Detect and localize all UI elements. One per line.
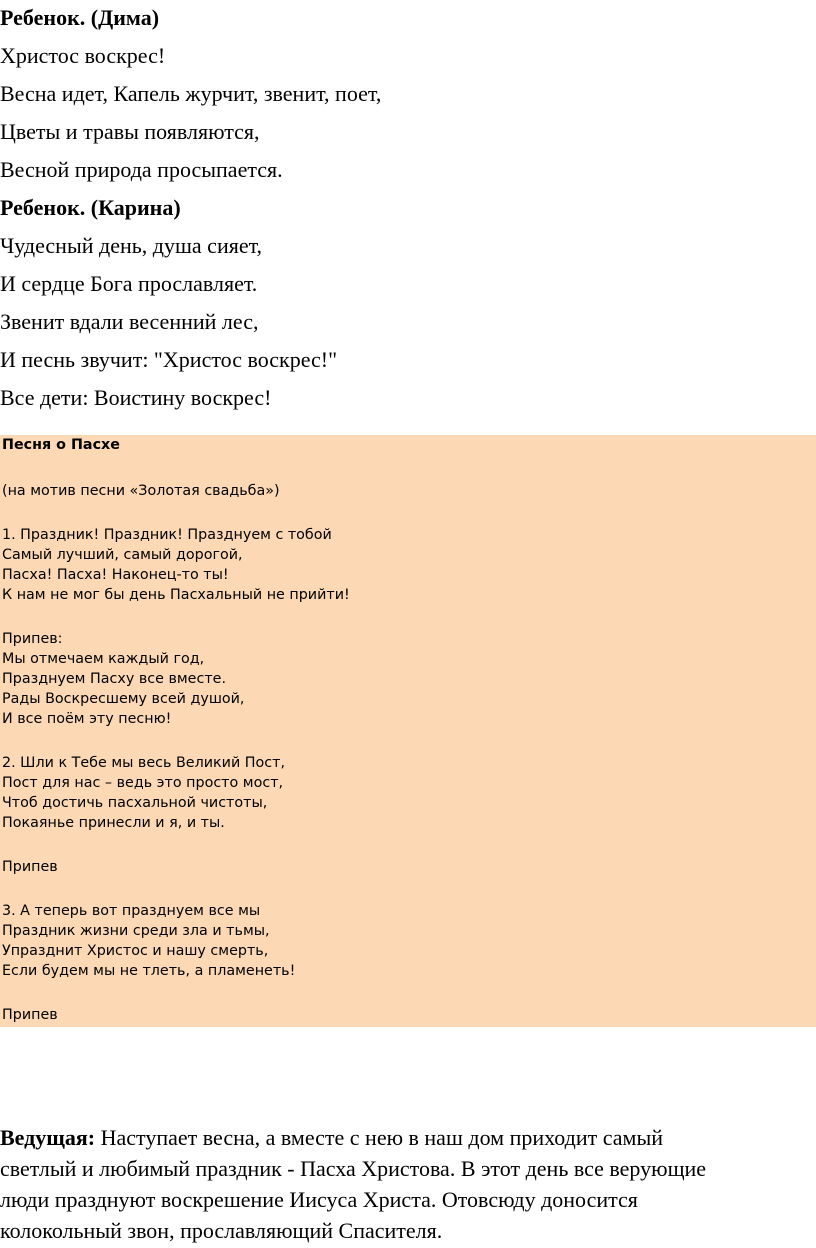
verse1-line: К нам не мог бы день Пасхальный не прийти! bbox=[2, 587, 350, 603]
chorus-line: Мы отмечаем каждый год, bbox=[2, 651, 205, 667]
chorus-line: И все поём эту песню! bbox=[2, 711, 172, 727]
verse2-line: Покаянье принесли и я, и ты. bbox=[2, 815, 225, 831]
verse3-line: Упразднит Христос и нашу смерть, bbox=[2, 943, 269, 959]
host-line-2: светлый и любимый праздник - Пасха Христова. В этот день все верующие bbox=[0, 1156, 707, 1181]
refrain-label: Припев bbox=[2, 859, 58, 875]
poem-line: Весной природа просыпается. bbox=[0, 157, 283, 182]
child2-speaker-label: Ребенок. (Карина) bbox=[0, 195, 181, 220]
poem-line: Звенит вдали весенний лес, bbox=[0, 309, 259, 334]
chorus-line: Празднуем Пасху все вместе. bbox=[2, 671, 227, 687]
verse3-line: Праздник жизни среди зла и тьмы, bbox=[2, 923, 270, 939]
verse1-line: Самый лучший, самый дорогой, bbox=[2, 547, 243, 563]
poem-line: И сердце Бога прославляет. bbox=[0, 271, 258, 296]
song-box bbox=[0, 435, 816, 1027]
child1-speaker-label: Ребенок. (Дима) bbox=[0, 5, 160, 30]
host-text: Наступает весна, а вместе с нею в наш дом приходит самый bbox=[95, 1125, 664, 1150]
host-line-3: люди празднуют воскрешение Иисуса Христа. Отовсюду доносится bbox=[0, 1187, 638, 1212]
poem-line: Чудесный день, душа сияет, bbox=[0, 233, 263, 258]
host-label: Ведущая: bbox=[0, 1125, 96, 1150]
host-paragraph bbox=[0, 1122, 816, 1246]
verse2-line: Чтоб достичь пасхальной чистоты, bbox=[2, 795, 268, 811]
song-subtitle: (на мотив песни «Золотая свадьба») bbox=[2, 483, 280, 499]
refrain-label: Припев bbox=[2, 1007, 58, 1023]
chorus-label: Припев: bbox=[2, 631, 63, 647]
verse2-line: Пост для нас – ведь это просто мост, bbox=[2, 775, 284, 791]
verse2-line: 2. Шли к Тебе мы весь Великий Пост, bbox=[2, 755, 286, 771]
poem-line: Цветы и травы появляются, bbox=[0, 119, 260, 144]
verse1-line: Пасха! Пасха! Наконец-то ты! bbox=[2, 567, 229, 583]
all-children-line: Все дети: Воистину воскрес! bbox=[0, 385, 272, 410]
poem-line: Христос воскрес! bbox=[0, 43, 166, 68]
host-line-1 bbox=[0, 1122, 816, 1153]
poem-line: И песнь звучит: "Христос воскрес!" bbox=[0, 347, 338, 372]
chorus-line: Рады Воскресшему всей душой, bbox=[2, 691, 245, 707]
song-title: Песня о Пасхе bbox=[2, 437, 120, 453]
verse3-line: Если будем мы не тлеть, а пламенеть! bbox=[2, 963, 296, 979]
verse3-line: 3. А теперь вот празднуем все мы bbox=[2, 903, 261, 919]
host-line-4: колокольный звон, прославляющий Спасителя. bbox=[0, 1218, 443, 1243]
verse1-line: 1. Праздник! Праздник! Празднуем с тобой bbox=[2, 527, 332, 543]
poem-line: Весна идет, Капель журчит, звенит, поет, bbox=[0, 81, 382, 106]
